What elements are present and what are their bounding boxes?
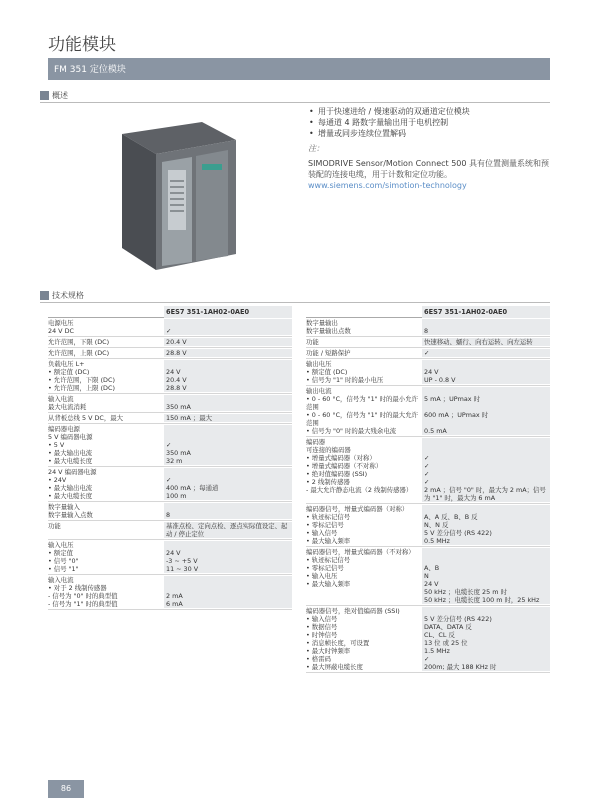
fm351-module-image (112, 120, 244, 270)
spec-row (306, 606, 550, 673)
spec-row (48, 575, 292, 610)
spec-value: 8 (164, 503, 292, 519)
spec-row (306, 318, 550, 337)
overview-bullet: • 用于快速进给 / 慢速驱动的双通道定位模块 (308, 106, 553, 117)
spec-label: 编码器信号，绝对值编码器 (SSI) • 输入信号 • 数据信号 • 时钟信号 • 消息帧长度，可设置 • 最大时钟频率 • 格雷码 • 最大屏蔽电缆长度 (306, 607, 400, 671)
spec-label: 输出电压 • 额定值 (DC) • 信号为 "1" 时的最小电压 (306, 360, 384, 384)
spec-label: 输出电流 • 0 - 60 °C，信号为 "1" 时的最小允许范围 • 0 - 60 °C，信号为 "1" 时的最大允许范围 • 信号为 "0" 时的最大残余电流 (306, 387, 418, 435)
spec-label: 从背板总线 5 V DC，最大 (48, 414, 124, 422)
section-marker-icon (40, 91, 49, 100)
spec-label: 数字量输入 数字量输入点数 (48, 503, 93, 519)
spec-value: ✓ (164, 319, 292, 335)
spec-value: 基准点检、定向点检、逐点实际值设定、起动 / 停止定位 (164, 522, 292, 538)
section-marker-icon (40, 291, 49, 300)
section-specs-header (40, 290, 550, 303)
spec-label: 允许范围，下限 (DC) (48, 338, 110, 346)
spec-value: 20.4 V (164, 338, 292, 346)
overview-bullets (308, 106, 553, 191)
spec-row (48, 467, 292, 502)
spec-value: 24 V 20.4 V 28.8 V (164, 360, 292, 392)
section-overview-header (40, 90, 550, 103)
spec-row (306, 359, 550, 386)
spec-label: 输入电流 最大电流消耗 (48, 395, 87, 411)
spec-row (306, 348, 550, 359)
spec-row (306, 504, 550, 547)
specs-table-header (306, 306, 550, 318)
simotion-link[interactable]: www.siemens.com/simotion-technology (308, 181, 467, 190)
spec-row (48, 394, 292, 413)
spec-row (48, 348, 292, 359)
spec-label: 功能 (306, 338, 319, 346)
spec-label: 输入电压 • 额定值 • 信号 "0" • 信号 "1" (48, 541, 79, 573)
overview-paragraph: SIMODRIVE Sensor/Motion Connect 500 具有位置测量系统和预装配的连接电缆，用于计数和定位功能。 (308, 159, 549, 179)
spec-label: 编码器 可连接的编码器 • 增量式编码器（对称） • 增量式编码器（不对称） • 绝对值编码器 (SSI) • 2 线制传感器 - 最大允许静态电流（2 线制传感器） (306, 438, 413, 494)
spec-value: 24 V -3 ~ +5 V 11 ~ 30 V (164, 541, 292, 573)
spec-row (48, 359, 292, 394)
spec-row (48, 413, 292, 424)
spec-label: 负载电压 L+ • 额定值 (DC) • 允许范围，下限 (DC) • 允许范围，上限 (DC) (48, 360, 115, 392)
spec-label: 数字量输出 数字量输出点数 (306, 319, 351, 335)
spec-value: A、B N 24 V 50 kHz ；电缆长度 25 m 时 50 kHz ；电缆长度 100 m 时，25 kHz (422, 548, 550, 604)
spec-label: 允许范围，上限 (DC) (48, 349, 110, 357)
spec-row (48, 318, 292, 337)
spec-value: 5 V 差分信号 (RS 422) DATA、DATA 反 CL、CL 反 13 位 或 25 位 1.5 MHz ✓ 200m; 最大 188 KHz 时 (422, 607, 550, 671)
spec-row (306, 386, 550, 437)
spec-row (48, 502, 292, 521)
spec-value: 快速移动、蠕行、向右运转、向左运转 (422, 338, 550, 346)
spec-row (306, 547, 550, 606)
spec-row (48, 424, 292, 467)
spec-row (306, 337, 550, 348)
spec-label: 编码器信号，增量式编码器（对称） • 轨迹标记信号 • 零标记信号 • 输入信号 • 最大输入频率 (306, 505, 409, 545)
order-number: 6ES7 351-1AH02-0AE0 (164, 306, 292, 318)
specs-table-header (48, 306, 292, 318)
spec-value: 24 V UP - 0.8 V (422, 360, 550, 384)
page-title: 功能模块 (48, 35, 116, 55)
spec-label: 功能 / 短路保护 (306, 349, 351, 357)
spec-row (48, 337, 292, 348)
spec-value: 8 (422, 319, 550, 335)
spec-row (48, 540, 292, 575)
spec-value: 28.8 V (164, 349, 292, 357)
specs-table-right (306, 306, 550, 673)
specs-table-left (48, 306, 292, 610)
spec-label: 编码器电源 5 V 编码器电源 • 5 V • 最大输出电流 • 最大电缆长度 (48, 425, 93, 465)
overview-bullet: • 增量或同步连续位置解码 (308, 128, 553, 139)
section-specs-label: 技术规格 (52, 291, 84, 300)
spec-label: 电源电压 24 V DC (48, 319, 74, 335)
section-overview-label: 概述 (52, 91, 68, 100)
spec-value: ✓ 350 mA 32 m (164, 425, 292, 465)
spec-label: 功能 (48, 522, 61, 530)
spec-value: 350 mA (164, 395, 292, 411)
page-footer (0, 778, 600, 800)
spec-value: ✓ (422, 349, 550, 357)
spec-label: 24 V 编码器电源 • 24V • 最大输出电流 • 最大电缆长度 (48, 468, 97, 500)
spec-value: A、A 反、B、B 反 N、N 反 5 V 差分信号 (RS 422) 0.5 MHz (422, 505, 550, 545)
spec-label: 编码器信号，增量式编码器（不对称） • 轨迹标记信号 • 零标记信号 • 输入电压 • 最大输入频率 (306, 548, 415, 588)
spec-value: 2 mA 6 mA (164, 576, 292, 608)
page-number: 86 (48, 780, 84, 798)
overview-bullet: • 每通道 4 路数字量输出用于电机控制 (308, 117, 553, 128)
spec-value: 5 mA ；UPmax 时 600 mA ；UPmax 时 0.5 mA (422, 387, 550, 435)
overview-note: 注： (308, 144, 324, 153)
spec-row (48, 521, 292, 540)
title-bar (48, 58, 550, 80)
order-number: 6ES7 351-1AH02-0AE0 (422, 306, 550, 318)
spec-label: 输入电流 • 对于 2 线制传感器 - 信号为 "0" 时的典型值 - 信号为 "1" 时的典型值 (48, 576, 118, 608)
spec-value: ✓ ✓ ✓ ✓ 2 mA ；信号 "0" 时，最大为 2 mA；信号为 "1" 时，最大为 6 mA (422, 438, 550, 502)
title-bar-text: FM 351 定位模块 (54, 65, 126, 75)
spec-value: 150 mA ；最大 (164, 414, 292, 422)
spec-value: ✓ 400 mA ；每通道 100 m (164, 468, 292, 500)
spec-row (306, 437, 550, 504)
